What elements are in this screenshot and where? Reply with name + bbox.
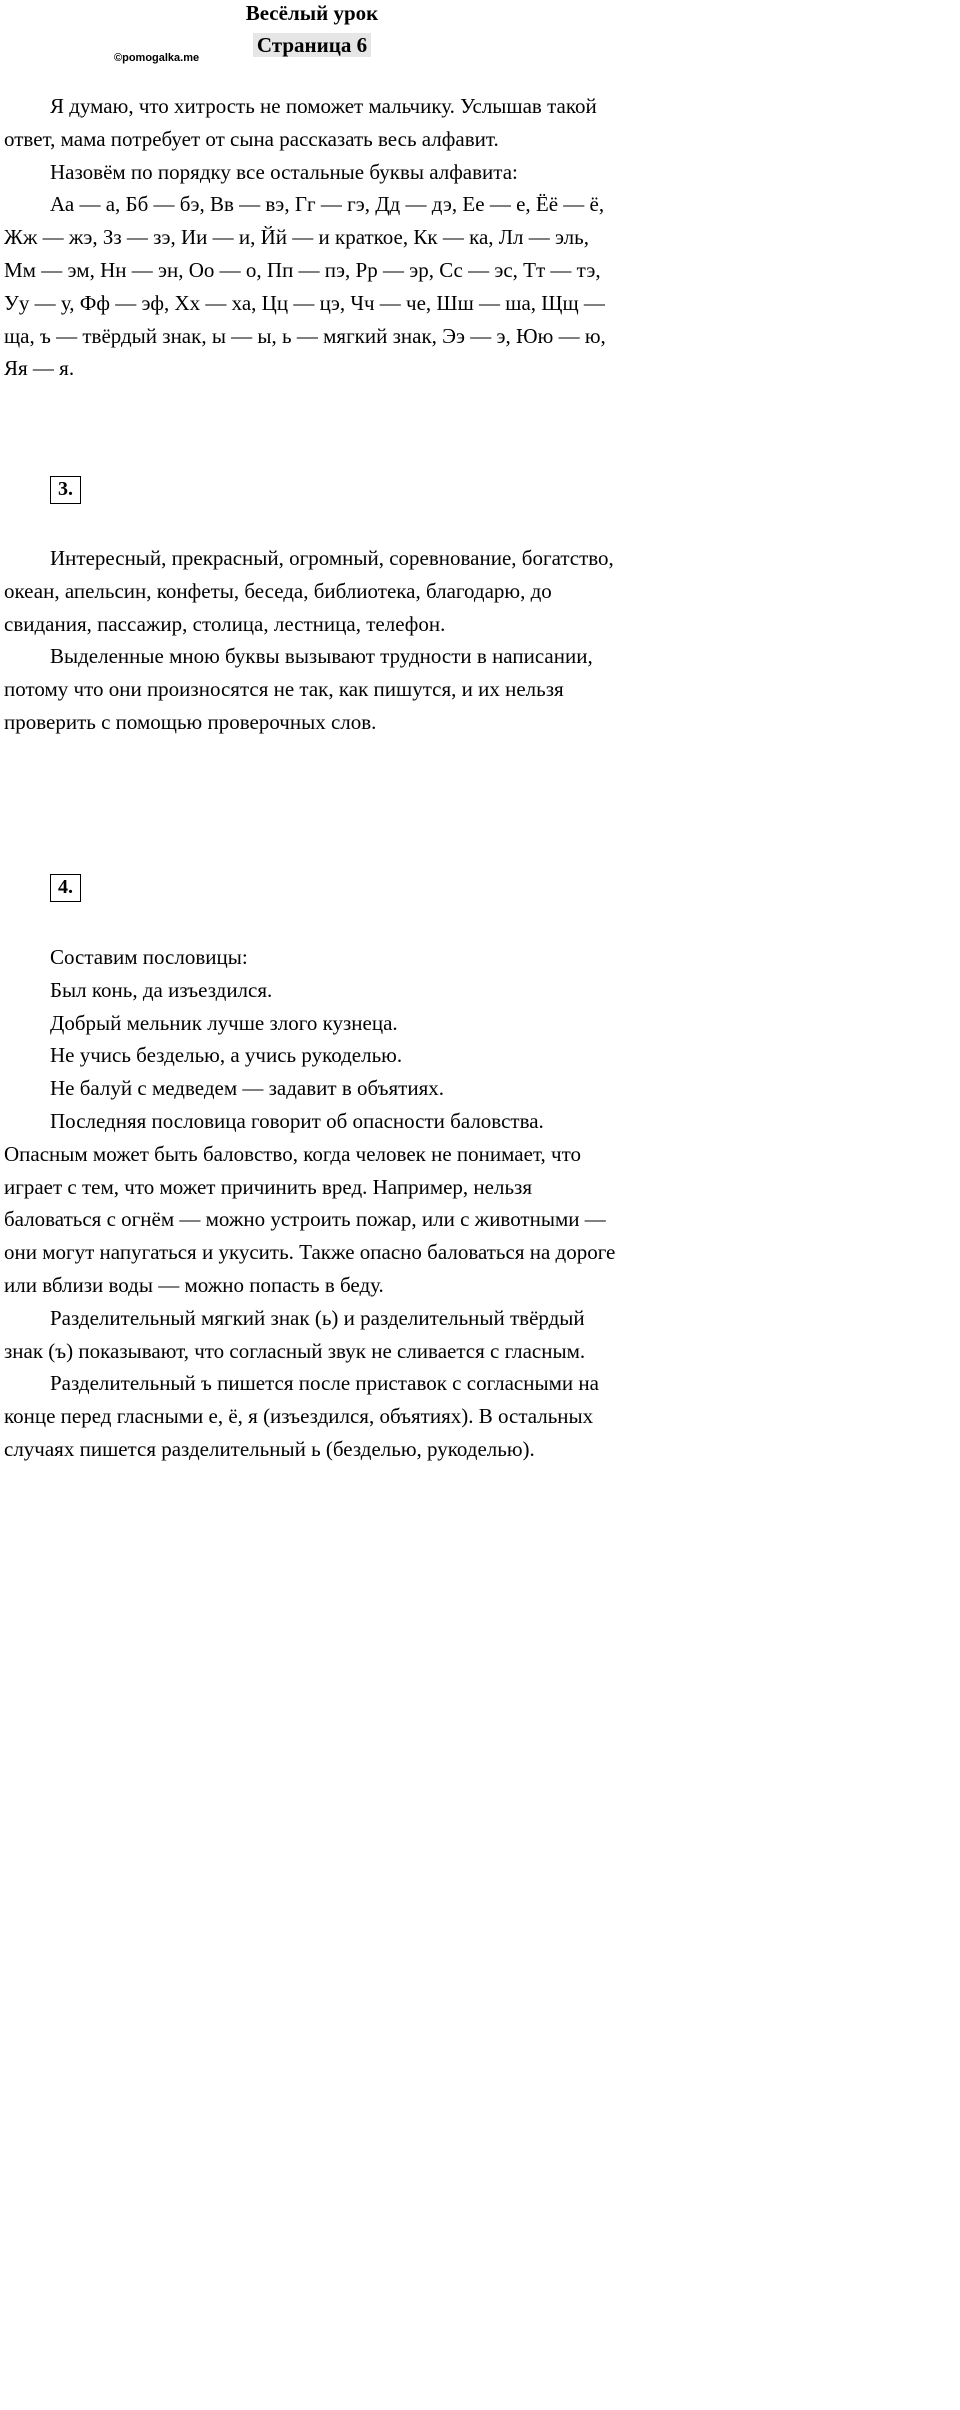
proverb-4: Не балуй с медведем — задавит в объятиях.: [50, 1076, 444, 1101]
paragraph-explanation: Выделенные мною буквы вызывают трудности в написании, потому что они произносятся не так, как пишутся, и их нельзя проверить с помощью проверочных слов.: [4, 644, 593, 734]
task-number-4: 4.: [50, 874, 81, 902]
task-3: [4, 542, 620, 739]
paragraph-alphabet: Аа — а, Бб — бэ, Вв — вэ, Гг — гэ, Дд — дэ, Ее — е, Ёё — ё, Жж — жэ, Зз — зэ, Ии — и, Йй — и краткое, Кк — ка, Лл — эль, Мм — эм, Нн — эн, Оо — о, Пп — пэ, Рр — эр, Сс — эс, Тт — тэ, Уу — у, Фф — эф, Хх — ха, Цц — цэ, Чч — че, Шш — ша, Щщ — ща, ъ — твёрдый знак, ы — ы, ь — мягкий знак, Ээ — э, Юю — ю, Яя — я.: [4, 192, 606, 381]
proverbs-intro: Составим пословицы:: [50, 945, 248, 969]
paragraph-danger: Последняя пословица говорит об опасности баловства. Опасным может быть баловство, когда человек не понимает, что играет с тем, что может причинить вред. Например, нельзя баловаться с огнём — можно устроить пожар, или с животными — они могут напугаться и укусить. Также опасно баловаться на дороге или вблизи воды — можно попасть в беду.: [4, 1108, 616, 1297]
paragraph-words: Интересный, прекрасный, огромный, соревнование, богатство, океан, апельсин, конфеты, беседа, библиотека, благодарю, до свидания, пассажир, столица, лестница, телефон.: [4, 546, 614, 636]
paragraph-answer: Я думаю, что хитрость не поможет мальчику. Услышав такой ответ, мама потребует от сына рассказать весь алфавит.: [4, 94, 597, 151]
task-number-3: 3.: [50, 476, 81, 504]
paragraph-signs: Разделительный мягкий знак (ь) и разделительный твёрдый знак (ъ) показывают, что согласный звук не сливается с гласным.: [4, 1305, 586, 1363]
paragraph-alphabet-intro: Назовём по порядку все остальные буквы алфавита:: [50, 159, 518, 184]
section-1: [4, 90, 620, 385]
page-number-label: Страница 6: [253, 33, 371, 57]
proverb-3: Не учись безделью, а учись рукоделью.: [50, 1043, 403, 1068]
watermark: ©pomogalka.me: [114, 52, 200, 64]
page-subtitle: [0, 32, 624, 58]
page-title: Весёлый урок: [245, 1, 379, 25]
proverb-1: Был конь, да изъездился.: [50, 977, 273, 1002]
task-4: [4, 941, 620, 1466]
paragraph-rule: Разделительный ъ пишется после приставок с согласными на конце перед гласными е, ё, я (изъездился, объятиях). В остальных случаях пишется разделительный ь (безделью, рукоделью).: [4, 1371, 599, 1461]
proverb-2: Добрый мельник лучше злого кузнеца.: [50, 1010, 398, 1035]
